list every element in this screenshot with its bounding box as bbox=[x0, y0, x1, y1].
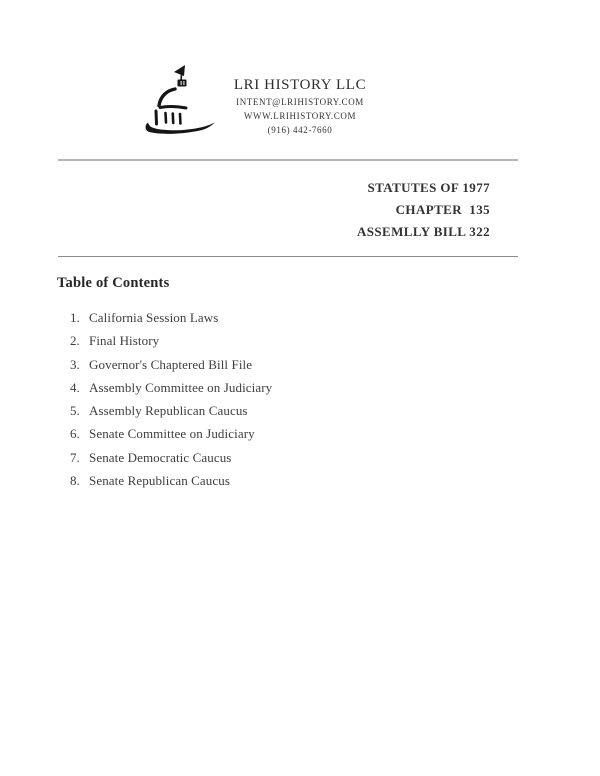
toc-item-label: Senate Committee on Judiciary bbox=[89, 426, 255, 442]
toc-heading: Table of Contents bbox=[57, 275, 170, 291]
toc-item bbox=[57, 426, 517, 442]
toc-item bbox=[57, 333, 517, 349]
toc-list bbox=[57, 310, 517, 489]
toc-item-label: Governor's Chaptered Bill File bbox=[89, 356, 253, 372]
horizontal-rule-top bbox=[58, 159, 518, 161]
chapter-line: CHAPTER 135 bbox=[395, 202, 490, 217]
horizontal-rule-bottom bbox=[58, 256, 518, 257]
toc-item-number: 1. bbox=[70, 310, 80, 325]
toc-item-label: Assembly Republican Caucus bbox=[89, 403, 248, 419]
toc-item-label: Senate Republican Caucus bbox=[89, 473, 231, 489]
toc-item-label: California Session Laws bbox=[89, 310, 219, 325]
toc-item-label: Final History bbox=[89, 333, 160, 349]
toc-item-number: 5. bbox=[70, 403, 80, 419]
toc-item-number: 7. bbox=[70, 449, 80, 465]
company-phone: (916) 442-7660 bbox=[267, 125, 333, 135]
toc-item bbox=[57, 473, 517, 489]
toc-item-number: 8. bbox=[70, 473, 80, 489]
toc-item bbox=[57, 357, 517, 373]
toc-item-label: Senate Democratic Caucus bbox=[89, 449, 232, 465]
letterhead bbox=[0, 76, 600, 137]
toc-item-number: 4. bbox=[70, 379, 80, 395]
toc-item-number: 3. bbox=[70, 356, 80, 372]
toc-item bbox=[57, 310, 517, 326]
toc-item-label: Assembly Committee on Judiciary bbox=[89, 379, 273, 395]
statutes-line: STATUTES OF 1977 bbox=[367, 180, 490, 195]
toc-item bbox=[57, 450, 517, 466]
company-website: WWW.LRIHISTORY.COM bbox=[243, 111, 357, 121]
toc-item-number: 2. bbox=[70, 333, 80, 349]
table-of-contents bbox=[57, 275, 517, 496]
assembly-bill-line: ASSEMLLY BILL 322 bbox=[357, 224, 490, 239]
toc-item-number: 6. bbox=[70, 426, 80, 442]
toc-item bbox=[57, 380, 517, 396]
bill-reference-block bbox=[357, 177, 490, 243]
company-email: INTENT@LRIHISTORY.COM bbox=[236, 97, 364, 107]
toc-item bbox=[57, 403, 517, 419]
company-name: LRI HISTORY LLC bbox=[233, 77, 367, 93]
